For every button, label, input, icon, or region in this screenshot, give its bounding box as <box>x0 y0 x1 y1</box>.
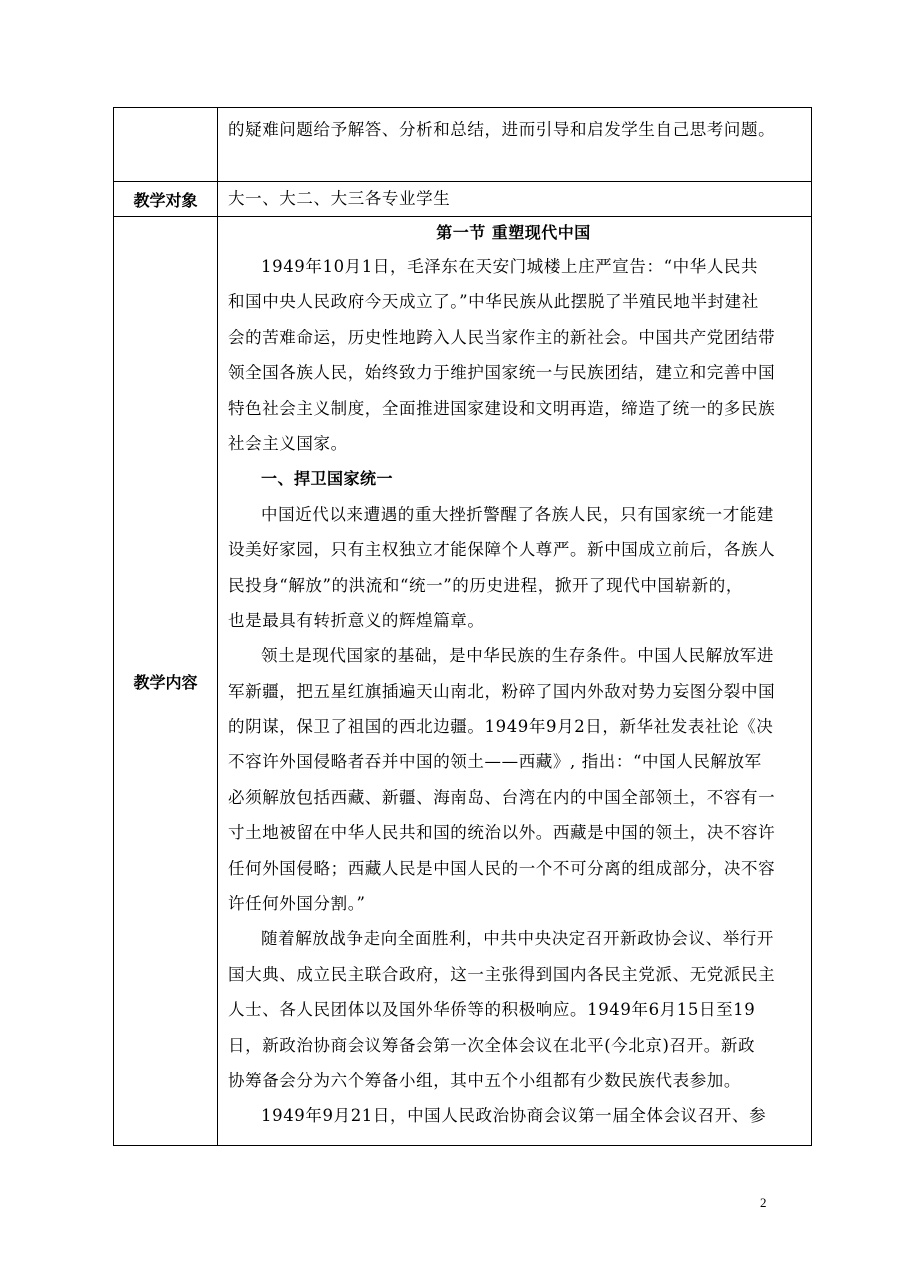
paragraph-line: 1949年9月21日，中国人民政治协商会议第一届全体会议召开、参 <box>261 1106 767 1126</box>
paragraph-line: 中国近代以来遭遇的重大挫折警醒了各族人民，只有国家统一才能建 <box>261 504 774 524</box>
paragraph-line: 协筹备会分为六个筹备小组，其中五个小组都有少数民族代表参加。 <box>228 1070 741 1090</box>
page-number: 2 <box>760 1195 767 1210</box>
paragraph-line: 寸土地被留在中华人民共和国的统治以外。西藏是中国的领土，决不容许 <box>228 823 776 843</box>
row-label-empty <box>114 108 218 181</box>
section-title: 第一节 重塑现代中国 <box>436 223 591 242</box>
paragraph-line: 随着解放战争走向全面胜利，中共中央决定召开新政协会议、举行开 <box>261 929 774 949</box>
paragraph-line: 民投身“解放”的洪流和“统一”的历史进程，掀开了现代中国崭新的， <box>228 575 743 595</box>
paragraph-line: 领全国各族人民，始终致力于维护国家统一与民族团结，建立和完善中国 <box>228 363 776 383</box>
paragraph-line: 社会主义国家。 <box>228 433 348 453</box>
teaching-content <box>218 217 811 1145</box>
paragraph-line: 领土是现代国家的基础，是中华民族的生存条件。中国人民解放军进 <box>261 646 774 666</box>
target-value: 大一、大二、大三各专业学生 <box>228 189 451 208</box>
row-label-target: 教学对象 <box>114 182 218 216</box>
paragraph-line: 和国中央人民政府今天成立了。”中华民族从此摆脱了半殖民地半封建社 <box>228 292 759 312</box>
paragraph-line: 设美好家园，只有主权独立才能保障个人尊严。新中国成立前后，各族人 <box>228 540 776 560</box>
text-line: 的疑难问题给予解答、分析和总结，进而引导和启发学生自己思考问题。 <box>228 120 776 139</box>
paragraph-line: 也是最具有转折意义的辉煌篇章。 <box>228 610 485 630</box>
paragraph-line: 不容许外国侵略者吞并中国的领土——西藏》, 指出：“中国人民解放军 <box>228 752 762 772</box>
document-table <box>113 107 812 1146</box>
row-label-content: 教学内容 <box>114 217 218 1145</box>
paragraph-line: 军新疆，把五星红旗插遍天山南北，粉碎了国内外敌对势力妄图分裂中国 <box>228 681 776 701</box>
table-row <box>114 182 811 217</box>
table-row <box>114 217 811 1145</box>
subsection-heading: 一、捍卫国家统一 <box>261 469 394 489</box>
paragraph-line: 人士、各人民团体以及国外华侨等的积极响应。1949年6月15日至19 <box>228 1000 756 1020</box>
row-content <box>218 182 811 216</box>
paragraph-line: 任何外国侵略；西藏人民是中国人民的一个不可分离的组成部分，决不容 <box>228 858 776 878</box>
table-row <box>114 108 811 182</box>
paragraph-line: 日，新政治协商会议筹备会第一次全体会议在北平(今北京)召开。新政 <box>228 1035 756 1055</box>
paragraph-line: 的阴谋，保卫了祖国的西北边疆。1949年9月2日，新华社发表社论《决 <box>228 717 774 737</box>
paragraph-line: 国大典、成立民主联合政府，这一主张得到国内各民主党派、无党派民主 <box>228 964 776 984</box>
row-content <box>218 108 811 181</box>
paragraph-line: 许任何外国分割。” <box>228 894 366 914</box>
paragraph-line: 1949年10月1日，毛泽东在天安门城楼上庄严宣告：“中华人民共 <box>261 257 759 276</box>
paragraph-line: 会的苦难命运，历史性地跨入人民当家作主的新社会。中国共产党团结带 <box>228 327 776 347</box>
paragraph-line: 必须解放包括西藏、新疆、海南岛、台湾在内的中国全部领土，不容有一 <box>228 787 776 807</box>
paragraph-line: 特色社会主义制度，全面推进国家建设和文明再造，缔造了统一的多民族 <box>228 398 776 418</box>
